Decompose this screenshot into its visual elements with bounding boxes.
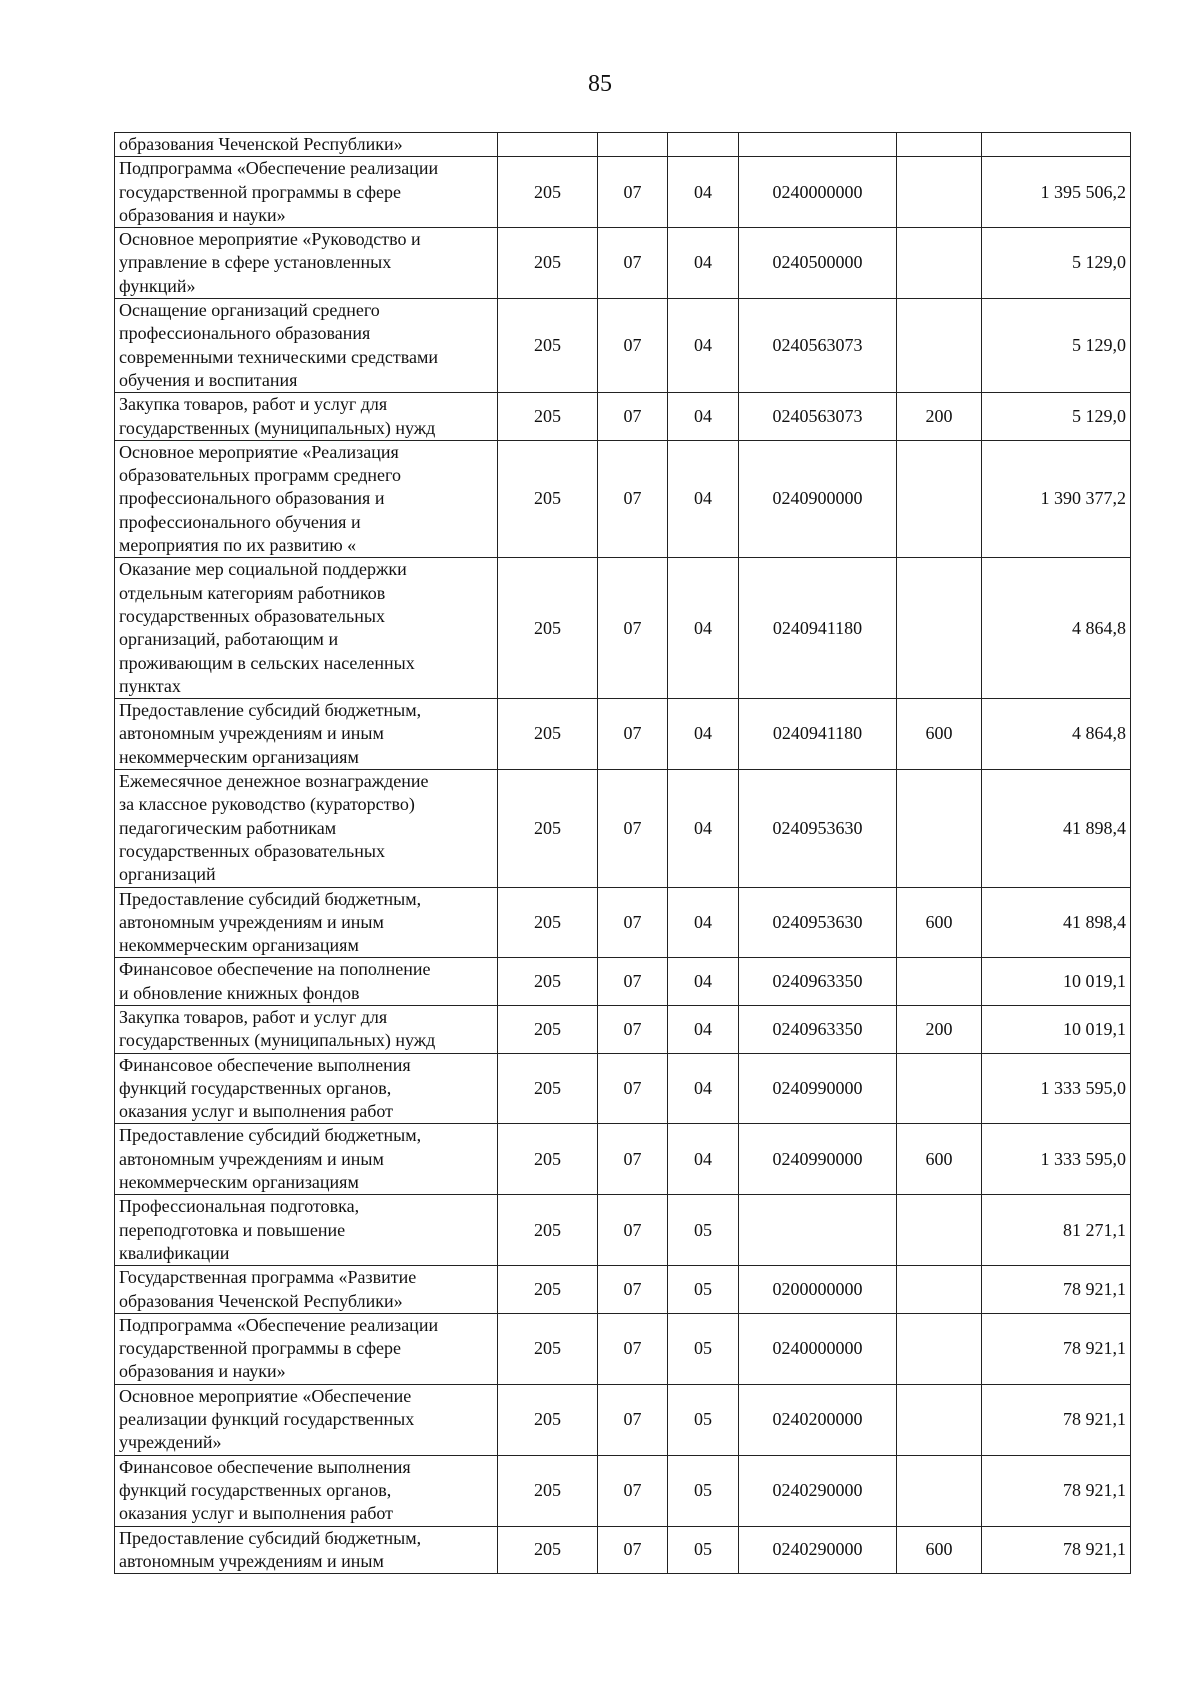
table-row xyxy=(115,1266,1131,1314)
row-target-code xyxy=(739,133,897,157)
row-amount: 78 921,1 xyxy=(982,1266,1131,1314)
row-subsection: 05 xyxy=(668,1455,739,1526)
row-section: 07 xyxy=(598,887,668,958)
row-code: 205 xyxy=(498,1053,598,1124)
row-name xyxy=(115,133,498,157)
budget-table xyxy=(114,132,1131,1574)
row-target-code: 0240500000 xyxy=(739,228,897,299)
row-code: 205 xyxy=(498,1313,598,1384)
row-expense-type xyxy=(897,1455,982,1526)
row-section: 07 xyxy=(598,393,668,441)
table-row xyxy=(115,1384,1131,1455)
row-amount: 41 898,4 xyxy=(982,887,1131,958)
row-name-line: Профессиональная подготовка, xyxy=(119,1196,360,1217)
row-code: 205 xyxy=(498,699,598,770)
table-row xyxy=(115,299,1131,393)
row-name-line: Подпрограмма «Обеспечение реализации xyxy=(119,158,439,179)
table-row xyxy=(115,1053,1131,1124)
row-name-line: образовательных программ среднего xyxy=(119,465,401,486)
row-subsection: 04 xyxy=(668,770,739,887)
row-name-line: Закупка товаров, работ и услуг для xyxy=(119,1006,388,1027)
row-expense-type xyxy=(897,1195,982,1266)
row-name-line: Ежемесячное денежное вознаграждение xyxy=(119,771,429,792)
row-code: 205 xyxy=(498,228,598,299)
row-name xyxy=(115,299,498,393)
row-section: 07 xyxy=(598,1384,668,1455)
row-name-line: Предоставление субсидий бюджетным, xyxy=(119,888,422,909)
row-name-line: образования Чеченской Республики» xyxy=(119,1290,403,1311)
row-name-line: управление в сфере установленных xyxy=(119,252,392,273)
row-subsection: 04 xyxy=(668,1053,739,1124)
row-target-code: 0240290000 xyxy=(739,1455,897,1526)
row-target-code: 0240900000 xyxy=(739,440,897,557)
row-name-line: автономным учреждениям и иным xyxy=(119,723,384,744)
row-subsection: 05 xyxy=(668,1526,739,1574)
row-code: 205 xyxy=(498,1266,598,1314)
row-target-code: 0240990000 xyxy=(739,1053,897,1124)
table-row xyxy=(115,1526,1131,1574)
row-section: 07 xyxy=(598,157,668,228)
row-name-line: некоммерческим организациям xyxy=(119,1172,359,1193)
row-name-line: проживающим в сельских населенных xyxy=(119,652,415,673)
row-name xyxy=(115,699,498,770)
row-name xyxy=(115,558,498,699)
row-name-line: оказания услуг и выполнения работ xyxy=(119,1101,394,1122)
row-name-line: Финансовое обеспечение на пополнение xyxy=(119,959,431,980)
row-name-line: организаций, работающим и xyxy=(119,629,339,650)
row-name-line: профессионального образования и xyxy=(119,488,385,509)
row-expense-type xyxy=(897,157,982,228)
row-name-line: и обновление книжных фондов xyxy=(119,982,360,1003)
row-section: 07 xyxy=(598,1005,668,1053)
row-name xyxy=(115,958,498,1006)
row-expense-type: 200 xyxy=(897,1005,982,1053)
table-row xyxy=(115,1195,1131,1266)
row-name-line: функций» xyxy=(119,275,196,296)
row-name xyxy=(115,1053,498,1124)
row-name-line: автономным учреждениям и иным xyxy=(119,1550,384,1571)
row-name-line: Предоставление субсидий бюджетным, xyxy=(119,700,422,721)
row-section: 07 xyxy=(598,1526,668,1574)
row-name-line: некоммерческим организациям xyxy=(119,746,359,767)
row-name-line: автономным учреждениям и иным xyxy=(119,911,384,932)
row-subsection xyxy=(668,133,739,157)
row-target-code: 0200000000 xyxy=(739,1266,897,1314)
row-code: 205 xyxy=(498,299,598,393)
row-name-line: Государственная программа «Развитие xyxy=(119,1267,417,1288)
row-subsection: 04 xyxy=(668,1005,739,1053)
row-expense-type: 200 xyxy=(897,393,982,441)
row-name-line: педагогическим работникам xyxy=(119,817,337,838)
row-expense-type xyxy=(897,558,982,699)
row-name-line: функций государственных органов, xyxy=(119,1077,392,1098)
row-name xyxy=(115,440,498,557)
row-section xyxy=(598,133,668,157)
table-row xyxy=(115,1455,1131,1526)
row-code: 205 xyxy=(498,1384,598,1455)
row-name-line: оказания услуг и выполнения работ xyxy=(119,1503,394,1524)
row-name-line: Основное мероприятие «Реализация xyxy=(119,441,399,462)
row-section: 07 xyxy=(598,1124,668,1195)
row-expense-type xyxy=(897,1384,982,1455)
row-target-code: 0240990000 xyxy=(739,1124,897,1195)
row-name-line: отдельным категориям работников xyxy=(119,582,386,603)
row-subsection: 05 xyxy=(668,1384,739,1455)
row-amount: 5 129,0 xyxy=(982,299,1131,393)
row-name xyxy=(115,887,498,958)
row-subsection: 04 xyxy=(668,157,739,228)
row-amount: 1 390 377,2 xyxy=(982,440,1131,557)
row-name xyxy=(115,1455,498,1526)
row-name-line: пунктах xyxy=(119,675,181,696)
row-code: 205 xyxy=(498,958,598,1006)
row-expense-type xyxy=(897,1053,982,1124)
row-amount: 78 921,1 xyxy=(982,1313,1131,1384)
row-target-code xyxy=(739,1195,897,1266)
row-name-line: за классное руководство (кураторство) xyxy=(119,794,415,815)
row-subsection: 04 xyxy=(668,558,739,699)
row-code: 205 xyxy=(498,1526,598,1574)
row-name xyxy=(115,1526,498,1574)
row-subsection: 04 xyxy=(668,228,739,299)
row-subsection: 05 xyxy=(668,1313,739,1384)
row-amount: 10 019,1 xyxy=(982,1005,1131,1053)
row-name-line: государственной программы в сфере xyxy=(119,1338,402,1359)
row-name-line: профессионального образования xyxy=(119,323,371,344)
table-row xyxy=(115,228,1131,299)
table-row xyxy=(115,958,1131,1006)
row-name-line: образования и науки» xyxy=(119,1361,286,1382)
row-name-line: организаций xyxy=(119,864,216,885)
row-expense-type xyxy=(897,1313,982,1384)
row-section: 07 xyxy=(598,1313,668,1384)
row-name xyxy=(115,1266,498,1314)
row-target-code: 0240953630 xyxy=(739,887,897,958)
row-name-line: Закупка товаров, работ и услуг для xyxy=(119,394,388,415)
row-name-line: квалификации xyxy=(119,1242,230,1263)
table-row xyxy=(115,393,1131,441)
row-name-line: государственной программы в сфере xyxy=(119,181,402,202)
row-subsection: 04 xyxy=(668,699,739,770)
row-subsection: 04 xyxy=(668,1124,739,1195)
row-name-line: государственных образовательных xyxy=(119,840,385,861)
row-name-line: государственных (муниципальных) нужд xyxy=(119,417,436,438)
row-subsection: 04 xyxy=(668,393,739,441)
row-amount: 4 864,8 xyxy=(982,699,1131,770)
row-amount: 81 271,1 xyxy=(982,1195,1131,1266)
row-name-line: Подпрограмма «Обеспечение реализации xyxy=(119,1314,439,1335)
table-row xyxy=(115,770,1131,887)
row-name-line: переподготовка и повышение xyxy=(119,1219,346,1240)
row-code: 205 xyxy=(498,770,598,887)
row-name xyxy=(115,1313,498,1384)
row-name-line: образования и науки» xyxy=(119,204,286,225)
row-section: 07 xyxy=(598,1455,668,1526)
row-section: 07 xyxy=(598,1266,668,1314)
table-row xyxy=(115,1313,1131,1384)
row-target-code: 0240963350 xyxy=(739,1005,897,1053)
row-expense-type: 600 xyxy=(897,699,982,770)
row-code: 205 xyxy=(498,440,598,557)
row-name-line: некоммерческим организациям xyxy=(119,935,359,956)
row-amount: 10 019,1 xyxy=(982,958,1131,1006)
row-section: 07 xyxy=(598,299,668,393)
row-section: 07 xyxy=(598,1195,668,1266)
table-row xyxy=(115,1124,1131,1195)
row-name-line: реализации функций государственных xyxy=(119,1409,415,1430)
row-section: 07 xyxy=(598,958,668,1006)
row-name-line: Предоставление субсидий бюджетным, xyxy=(119,1527,422,1548)
row-subsection: 04 xyxy=(668,299,739,393)
row-section: 07 xyxy=(598,699,668,770)
row-name-line: учреждений» xyxy=(119,1432,222,1453)
row-amount: 1 333 595,0 xyxy=(982,1053,1131,1124)
row-expense-type xyxy=(897,228,982,299)
row-amount: 78 921,1 xyxy=(982,1526,1131,1574)
row-name-line: современными техническими средствами xyxy=(119,346,439,367)
row-code: 205 xyxy=(498,1455,598,1526)
table-row xyxy=(115,558,1131,699)
table-body xyxy=(115,133,1131,1574)
table-row xyxy=(115,440,1131,557)
row-target-code: 0240000000 xyxy=(739,157,897,228)
row-name xyxy=(115,228,498,299)
row-code: 205 xyxy=(498,1195,598,1266)
table-row xyxy=(115,133,1131,157)
row-name-line: Финансовое обеспечение выполнения xyxy=(119,1054,411,1075)
row-code: 205 xyxy=(498,1005,598,1053)
row-target-code: 0240941180 xyxy=(739,699,897,770)
row-name-line: профессионального обучения и xyxy=(119,511,361,532)
row-subsection: 04 xyxy=(668,440,739,557)
row-name-line: Финансовое обеспечение выполнения xyxy=(119,1456,411,1477)
row-section: 07 xyxy=(598,770,668,887)
row-expense-type: 600 xyxy=(897,1124,982,1195)
row-name-line: государственных образовательных xyxy=(119,605,385,626)
row-name xyxy=(115,770,498,887)
row-target-code: 0240563073 xyxy=(739,393,897,441)
row-subsection: 05 xyxy=(668,1195,739,1266)
table-row xyxy=(115,1005,1131,1053)
row-target-code: 0240953630 xyxy=(739,770,897,887)
row-target-code: 0240200000 xyxy=(739,1384,897,1455)
row-section: 07 xyxy=(598,1053,668,1124)
row-subsection: 05 xyxy=(668,1266,739,1314)
row-expense-type xyxy=(897,133,982,157)
row-section: 07 xyxy=(598,228,668,299)
row-name-line: Оснащение организаций среднего xyxy=(119,300,380,321)
row-code: 205 xyxy=(498,558,598,699)
row-target-code: 0240290000 xyxy=(739,1526,897,1574)
row-expense-type xyxy=(897,440,982,557)
table-row xyxy=(115,887,1131,958)
page-number: 85 xyxy=(588,71,612,97)
row-name xyxy=(115,1124,498,1195)
row-expense-type: 600 xyxy=(897,1526,982,1574)
row-amount: 78 921,1 xyxy=(982,1455,1131,1526)
row-amount: 4 864,8 xyxy=(982,558,1131,699)
row-name xyxy=(115,1195,498,1266)
row-target-code: 0240000000 xyxy=(739,1313,897,1384)
row-code: 205 xyxy=(498,887,598,958)
row-amount: 5 129,0 xyxy=(982,393,1131,441)
row-subsection: 04 xyxy=(668,958,739,1006)
row-name-line: автономным учреждениям и иным xyxy=(119,1148,384,1169)
row-name-line: функций государственных органов, xyxy=(119,1479,392,1500)
row-name-line: обучения и воспитания xyxy=(119,369,298,390)
row-expense-type xyxy=(897,299,982,393)
row-name xyxy=(115,1005,498,1053)
row-name-line: образования Чеченской Республики» xyxy=(119,134,403,154)
row-expense-type xyxy=(897,1266,982,1314)
row-amount: 5 129,0 xyxy=(982,228,1131,299)
row-expense-type xyxy=(897,958,982,1006)
row-name-line: Оказание мер социальной поддержки xyxy=(119,559,407,580)
row-code: 205 xyxy=(498,157,598,228)
row-code: 205 xyxy=(498,393,598,441)
row-name-line: государственных (муниципальных) нужд xyxy=(119,1030,436,1051)
row-target-code: 0240941180 xyxy=(739,558,897,699)
row-expense-type xyxy=(897,770,982,887)
row-amount xyxy=(982,133,1131,157)
row-code: 205 xyxy=(498,1124,598,1195)
row-name xyxy=(115,1384,498,1455)
row-amount: 41 898,4 xyxy=(982,770,1131,887)
row-amount: 1 333 595,0 xyxy=(982,1124,1131,1195)
row-target-code: 0240563073 xyxy=(739,299,897,393)
row-name-line: Предоставление субсидий бюджетным, xyxy=(119,1125,422,1146)
row-name-line: Основное мероприятие «Руководство и xyxy=(119,229,421,250)
row-amount: 1 395 506,2 xyxy=(982,157,1131,228)
row-section: 07 xyxy=(598,440,668,557)
row-name xyxy=(115,393,498,441)
row-name-line: Основное мероприятие «Обеспечение xyxy=(119,1385,412,1406)
row-section: 07 xyxy=(598,558,668,699)
row-name-line: мероприятия по их развитию « xyxy=(119,535,357,556)
row-subsection: 04 xyxy=(668,887,739,958)
row-code xyxy=(498,133,598,157)
row-expense-type: 600 xyxy=(897,887,982,958)
row-amount: 78 921,1 xyxy=(982,1384,1131,1455)
table-row xyxy=(115,699,1131,770)
row-name xyxy=(115,157,498,228)
row-target-code: 0240963350 xyxy=(739,958,897,1006)
table-row xyxy=(115,157,1131,228)
